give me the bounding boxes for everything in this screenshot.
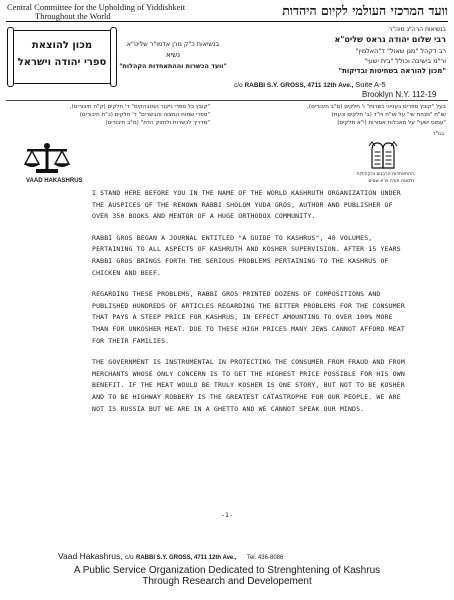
right-books-3: "עמוס ישעי" על מאכלות אסורות (י"א חלקים) <box>337 120 446 126</box>
scroll-logo <box>12 30 112 84</box>
center-vaad-line: "וועד הכשרות וההתאחדות הקהלות" <box>119 62 227 70</box>
center-nasi: נשיא <box>165 51 180 59</box>
city-line: Brooklyn N.Y. 112-19 <box>362 90 437 99</box>
us-address-suite: Suite A-5 <box>355 80 386 89</box>
body-paragraph: THE GOVERNMENT IS INSTRUMENTAL IN PROTECTING THE CONSUMER FROM FRAUD AND FROM MERCHANTS WHOSE ONLY CONCERN IS TO GET THE HIGHEST PRICE POSSIBLE FOR HIS OWN BENEFIT. IF THE MEAT WOULD BE TRULY KOSHER IS ONE STORY, BUT NOT TO BE KOSHER AND TO BE HIGHWAY ROBBERY IS THE GREATEST CATASTROPHE FOR OUR PEOPLE. WE ARE NOT IS RUSSIA BUT WE ARE IN A GHETTO AND WE CANNOT SPEAK OUR MINDS. <box>92 358 405 413</box>
left-books-2: "ספרי שמות המצוה והבשרים" ד' חלקים (כ"ח חיבורים) <box>79 112 210 118</box>
english-org-line2: Throughout the World <box>35 11 111 21</box>
footer-address <box>58 551 283 561</box>
header-rule <box>6 21 448 22</box>
english-org-name <box>7 3 185 21</box>
book-list-rule <box>6 100 448 101</box>
english-org-line1: Central Committee for the Upholding of Yiddishkeit <box>7 2 186 12</box>
footer-tagline-2: Through Research and Developement <box>142 576 312 587</box>
body-paragraph: REGARDING THESE PROBLEMS, RABBI GROS PRINTED DOZENS OF COMPOSITIONS AND PUBLISHED HUNDREDS OF ARTICLES REGARDING THE BITTER PROBLEMS FOR THE CONSUMER THAT PAYS A STEEP PRICE FOR KASHRUS, IN EFFECT AMOUNTING TO OVER 100% MORE THAN FOR UNKOSHER MEAT. DUE TO THESE HIGH PRICES MANY JEWS CANNOT AFFORD MEAT FOR THEIR FAMILIES. <box>92 290 405 345</box>
page-number: -1- <box>221 511 233 519</box>
center-president-line: בנשיאות כ"ק מרן אדמו"ר שליט"א <box>126 40 220 48</box>
footer-street: RABBI S.Y. GROSS, 4711 12th Ave., <box>136 555 237 561</box>
hebrew-horaah-line: "מכון להוראה בשחיטות ובדיקות" <box>338 67 446 75</box>
left-books-1: "קובץ כל ספרי ניקור המובהקים" ד' חלקים (ק"ח חיבורים), <box>69 104 210 110</box>
left-books-3: "מדריך לכשרות ולחזוק הדת" (מ"ב חיבורים) <box>105 120 210 126</box>
right-books-1: בעל "קובץ ספרים בענייני כשרות" ו' חלקים (מ"ב חיבורים), <box>307 104 446 110</box>
scroll-line2: ספרי יהודה וישראל <box>17 57 107 68</box>
seal-caption-2: ולמטה תורה וירא שמים <box>368 179 414 184</box>
scroll-line1: מכון להוצאת <box>31 40 93 51</box>
footer-tel: Tel. 436-8086 <box>246 555 284 561</box>
footer-prefix: c/o <box>124 554 134 561</box>
bs-d-mark: בס"ד <box>432 131 444 137</box>
hebrew-rosh-line: ור"מ בישיבה וכולל "בית ישעי" <box>364 57 446 65</box>
tablets-seal-icon <box>368 140 398 170</box>
us-address-prefix: c/o <box>234 82 243 89</box>
body-paragraph: I STAND HERE BEFORE YOU IN THE NAME OF THE WORLD KASHRUTH ORGANIZATION UNDER THE AUSPICES OF THE RENOWN RABBI SHOLOM YUDA GROS, AUTHOR AND PUBLISHER OF OVER 350 BOOKS AND MENTOR OF A HUGE ORTHODOX COMMUNITY. <box>92 189 401 221</box>
seal-caption-1: ההתאחדות הרבנים והקהילות <box>356 172 414 177</box>
body-paragraph: RABBI GROS BEGAN A JOURNAL ENTITLED "A GUIDE TO KASHRUS", 40 VOLUMES, PERTAINING TO ALL ASPECTS OF KASHRUTH AND KOSHER SUPERVISION. AFTER 15 YEARS RABBI GROS BRINGS FORTH THE SERIOUS PROBLEMS PERTAINING TO THE KASHRUS OF CHICKEN AND BEEF. <box>92 233 401 277</box>
hebrew-dayan-line: רב דקהל "מגן שאול" ד"האלמין" <box>355 47 446 55</box>
hebrew-org-title: וועד המרכזי העולמי לקיום היהדות <box>282 3 448 18</box>
letter-body <box>92 188 412 425</box>
right-books-2: שו"ת "מנחת שי" על או"ח ויו"ד (ב' חלקים וכעת) <box>331 112 446 118</box>
footer-tagline-1: A Public Service Organization Dedicated to Strenghtening of Kashrus <box>73 565 381 576</box>
us-address-street: RABBI S.Y. GROSS, 4711 12th Ave., <box>244 82 354 89</box>
footer-org-name: Vaad Hakashrus, <box>58 551 123 561</box>
vaad-logo-label: VAAD HAKASHRUS <box>26 178 83 184</box>
scales-logo-icon <box>22 140 72 178</box>
us-address <box>234 80 386 89</box>
hebrew-rabbi-name: רבי שלום יהודה גראס שליט"א <box>334 35 446 44</box>
hebrew-president-line: בנשיאות הרה"ג מוה"ר <box>388 26 446 33</box>
